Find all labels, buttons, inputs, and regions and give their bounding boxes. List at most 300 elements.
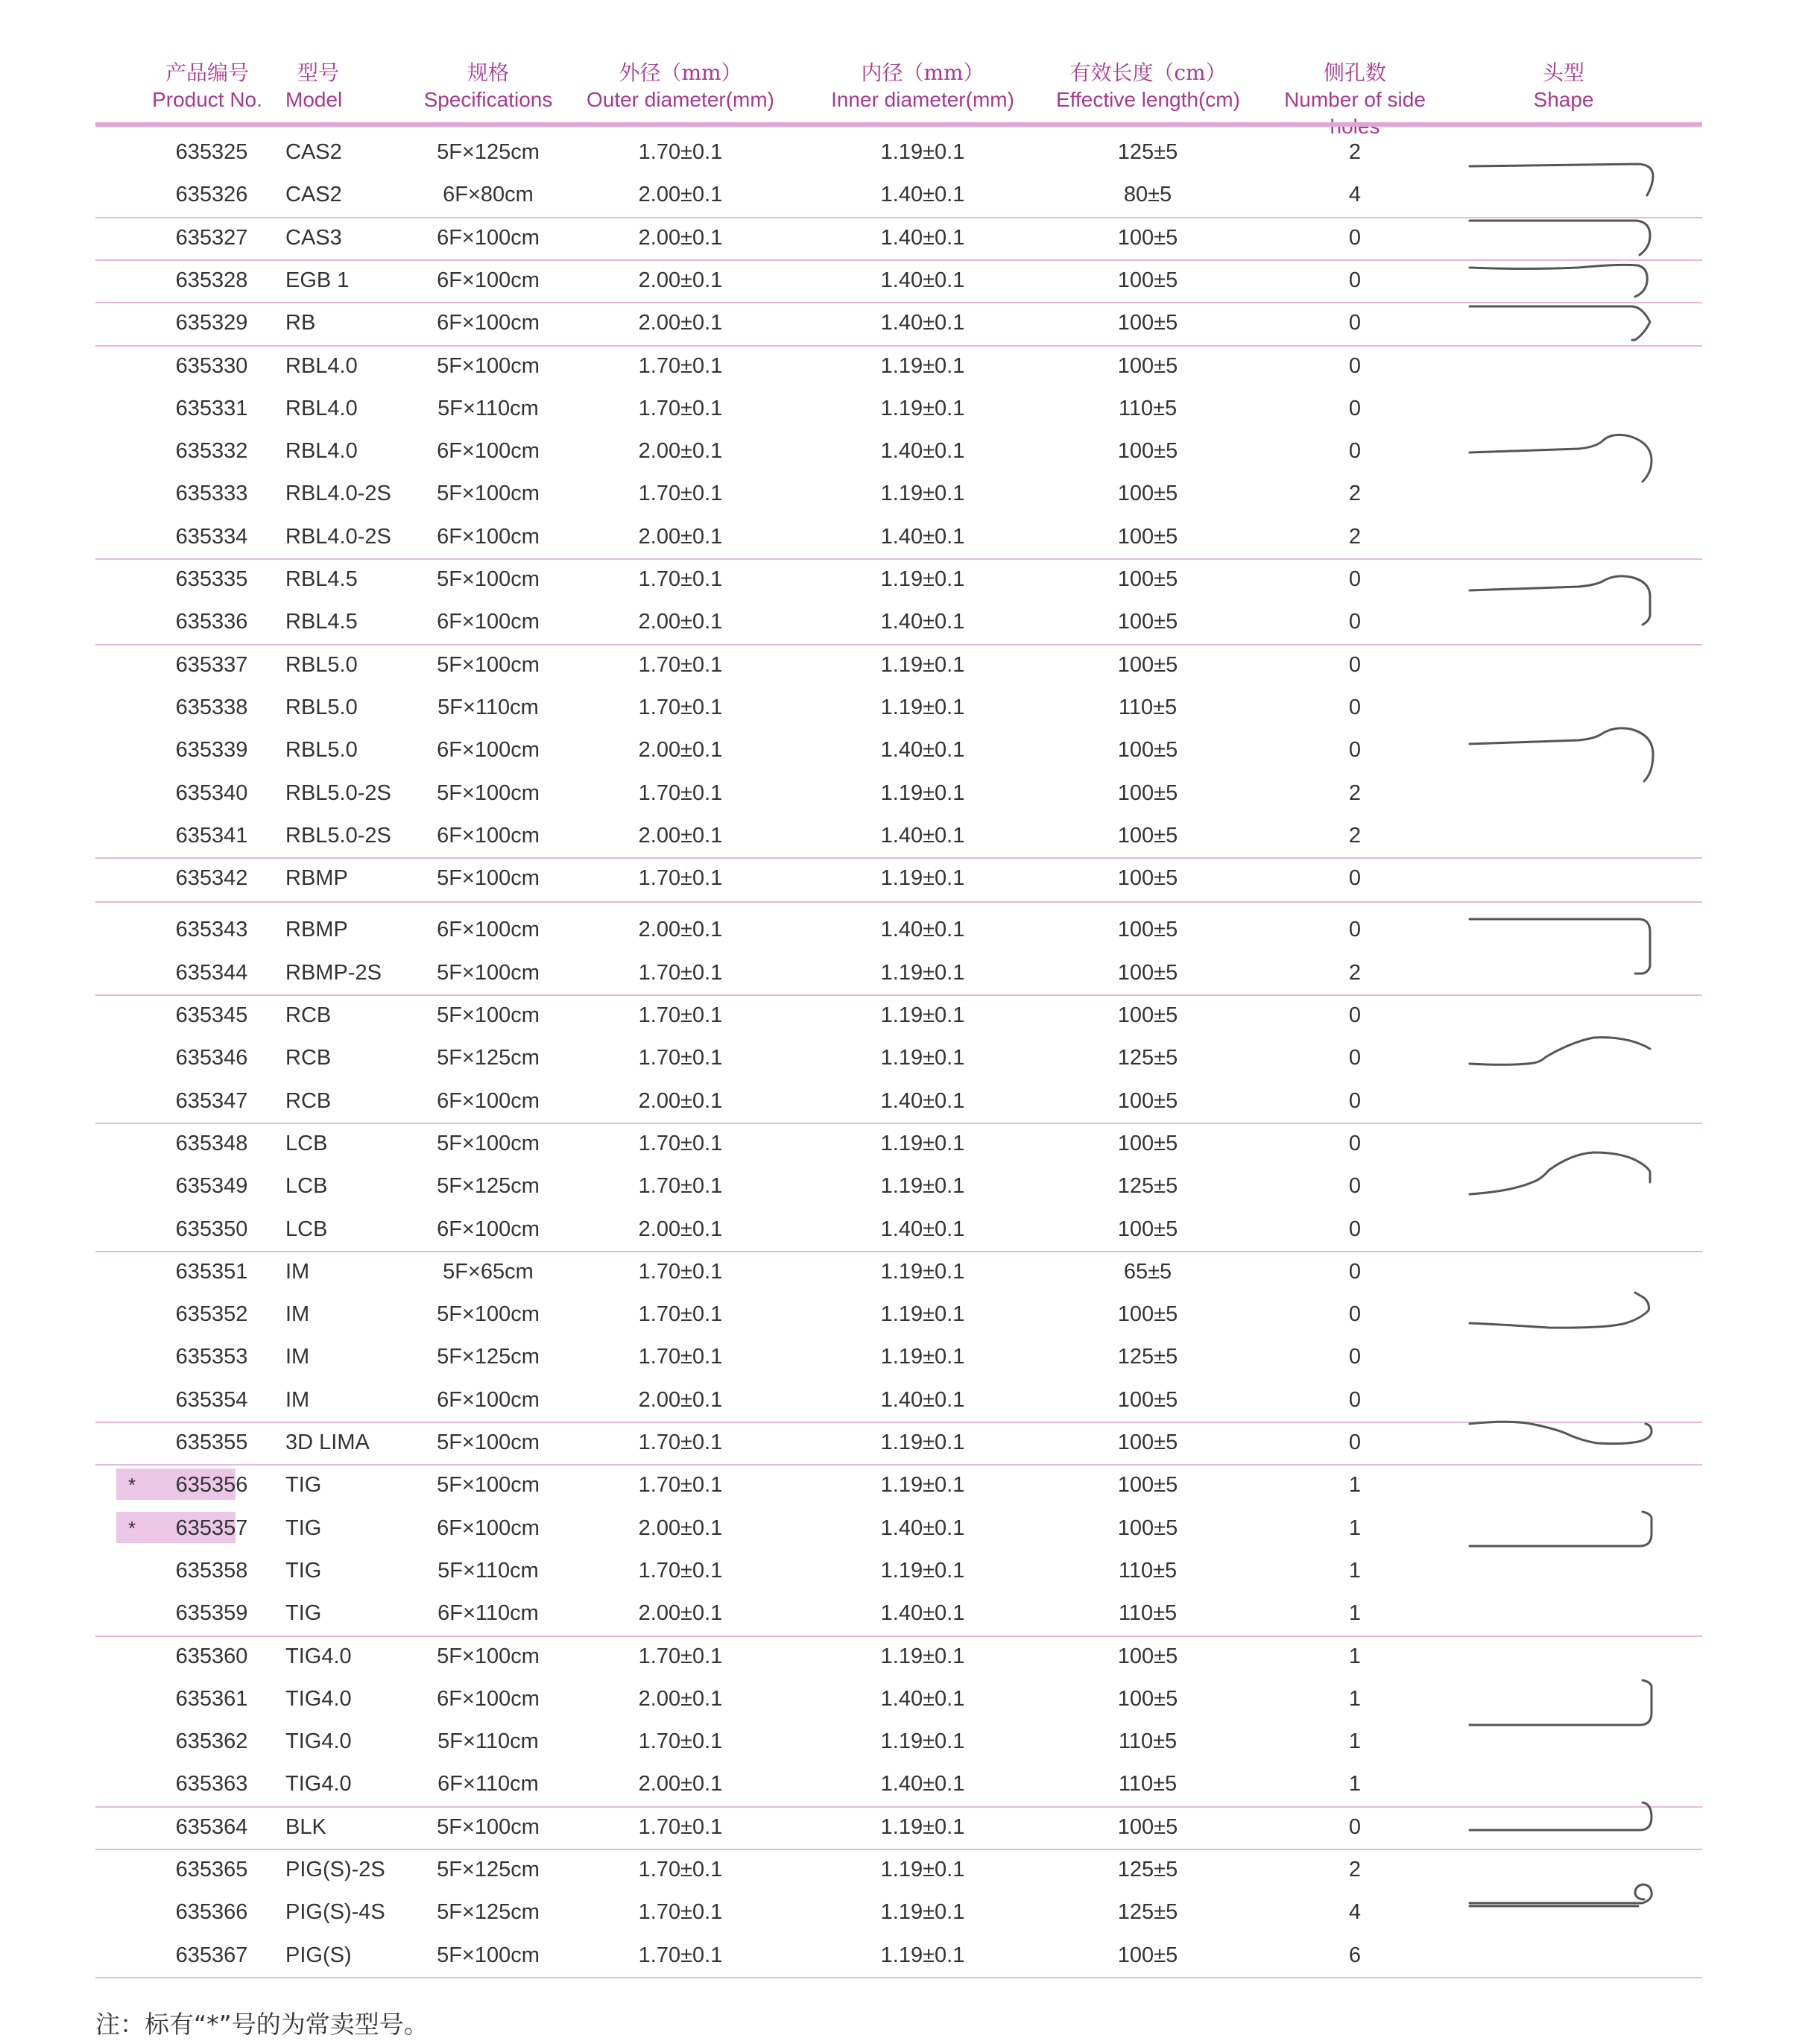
effective-length-cell: 100±5 (1117, 866, 1178, 891)
spec-cell: 6F×110cm (437, 1601, 539, 1626)
spec-cell: 6F×100cm (437, 1515, 540, 1540)
outer-diameter-cell: 2.00±0.1 (638, 268, 723, 292)
outer-diameter-cell: 1.70±0.1 (638, 1259, 723, 1284)
rcb-tip-icon (1470, 1038, 1650, 1065)
group-divider (95, 1977, 1702, 1978)
spec-cell: 6F×100cm (437, 225, 540, 250)
side-holes-cell: 0 (1348, 1814, 1362, 1839)
side-holes-cell: 2 (1348, 524, 1362, 549)
product-no-cell: 635329 (175, 311, 248, 335)
side-holes-cell: 0 (1348, 1259, 1362, 1284)
outer-diameter-cell: 1.70±0.1 (638, 866, 723, 891)
side-holes-cell: 2 (1348, 1858, 1362, 1881)
spec-cell: 5F×100cm (437, 353, 540, 378)
side-holes-cell: 1 (1348, 1601, 1362, 1626)
outer-diameter-cell: 2.00±0.1 (638, 1515, 723, 1540)
side-holes-cell: 0 (1348, 1387, 1362, 1412)
model-cell: RBMP (285, 918, 348, 942)
product-no-cell: 635357 (175, 1515, 248, 1540)
side-holes-cell: 4 (1348, 1900, 1362, 1925)
outer-diameter-cell: 2.00±0.1 (638, 1772, 723, 1797)
shape-column (1467, 0, 1702, 2044)
spec-cell: 5F×125cm (437, 140, 540, 164)
product-no-cell: 635353 (175, 1345, 248, 1369)
spec-cell: 6F×100cm (437, 1088, 540, 1113)
product-no-cell: 635330 (175, 353, 248, 378)
inner-diameter-cell: 1.19±0.1 (880, 1900, 965, 1925)
inner-diameter-cell: 1.19±0.1 (880, 652, 965, 677)
inner-diameter-cell: 1.40±0.1 (880, 183, 965, 207)
spec-cell: 6F×100cm (437, 524, 540, 549)
model-cell: TIG4.0 (285, 1686, 352, 1711)
model-cell: EGB 1 (285, 268, 350, 292)
model-cell: BLK (285, 1814, 326, 1839)
outer-diameter-cell: 2.00±0.1 (638, 610, 723, 634)
product-no-cell: 635361 (175, 1686, 248, 1711)
outer-diameter-cell: 1.70±0.1 (638, 1858, 723, 1881)
table-row (95, 1464, 1702, 1507)
header-cn: 规格 (467, 60, 509, 85)
outer-diameter-cell: 2.00±0.1 (638, 1686, 723, 1711)
effective-length-cell: 125±5 (1117, 1858, 1178, 1881)
product-no-cell: 635335 (175, 567, 248, 591)
model-cell: LCB (285, 1174, 328, 1199)
table-row (95, 1251, 1702, 1293)
tig40-tip-icon (1470, 1680, 1652, 1725)
effective-length-cell: 110±5 (1118, 695, 1178, 719)
header-en: Effective length(cm) (1056, 88, 1240, 111)
effective-length-cell: 100±5 (1117, 1943, 1178, 1967)
inner-diameter-cell: 1.40±0.1 (880, 268, 965, 292)
outer-diameter-cell: 1.70±0.1 (638, 695, 723, 719)
header-cn: 产品编号 (165, 60, 249, 85)
inner-diameter-cell: 1.40±0.1 (880, 610, 965, 634)
header-specifications (402, 60, 574, 119)
inner-diameter-cell: 1.40±0.1 (880, 1217, 965, 1241)
outer-diameter-cell: 1.70±0.1 (638, 1345, 723, 1369)
spec-cell: 6F×100cm (437, 439, 540, 464)
inner-diameter-cell: 1.40±0.1 (880, 1088, 965, 1113)
inner-diameter-cell: 1.19±0.1 (880, 1259, 965, 1284)
side-holes-cell: 0 (1348, 695, 1362, 719)
effective-length-cell: 125±5 (1117, 1345, 1178, 1369)
product-no-cell: 635362 (175, 1729, 248, 1754)
product-no-cell: 635358 (175, 1558, 248, 1583)
product-no-cell: 635350 (175, 1217, 248, 1241)
outer-diameter-cell: 1.70±0.1 (638, 482, 723, 506)
model-cell: RB (285, 311, 316, 335)
model-cell: PIG(S)-2S (285, 1858, 385, 1881)
model-cell: TIG4.0 (285, 1729, 352, 1754)
outer-diameter-cell: 2.00±0.1 (638, 1387, 723, 1412)
product-no-cell: 635341 (175, 823, 248, 848)
outer-diameter-cell: 2.00±0.1 (638, 1217, 723, 1241)
model-cell: TIG4.0 (285, 1644, 352, 1668)
side-holes-cell: 2 (1348, 140, 1362, 164)
inner-diameter-cell: 1.19±0.1 (880, 1943, 965, 1967)
side-holes-cell: 1 (1348, 1644, 1362, 1668)
outer-diameter-cell: 1.70±0.1 (638, 1644, 723, 1668)
product-no-cell: 635333 (175, 482, 248, 506)
product-no-cell: 635331 (175, 396, 248, 420)
inner-diameter-cell: 1.40±0.1 (880, 524, 965, 549)
side-holes-cell: 0 (1348, 610, 1362, 634)
spec-cell: 5F×100cm (437, 1473, 540, 1498)
effective-length-cell: 100±5 (1117, 268, 1178, 292)
spec-cell: 5F×110cm (437, 695, 539, 719)
model-cell: TIG (285, 1515, 322, 1540)
product-no-cell: 635354 (175, 1387, 248, 1412)
side-holes-cell: 0 (1348, 738, 1362, 763)
product-no-cell: 635346 (175, 1046, 248, 1070)
effective-length-cell: 100±5 (1117, 482, 1178, 506)
effective-length-cell: 100±5 (1117, 1003, 1178, 1027)
inner-diameter-cell: 1.40±0.1 (880, 1515, 965, 1540)
spec-cell: 6F×100cm (437, 823, 540, 848)
inner-diameter-cell: 1.19±0.1 (880, 353, 965, 378)
inner-diameter-cell: 1.19±0.1 (880, 1174, 965, 1199)
product-no-cell: 635325 (175, 140, 248, 164)
model-cell: RBL4.5 (285, 610, 358, 634)
side-holes-cell: 0 (1348, 1345, 1362, 1369)
outer-diameter-cell: 1.70±0.1 (638, 567, 723, 591)
model-cell: PIG(S) (285, 1943, 352, 1967)
product-table (95, 0, 1702, 2044)
effective-length-cell: 100±5 (1117, 567, 1178, 591)
model-cell: RBL4.0-2S (285, 482, 391, 506)
outer-diameter-cell: 1.70±0.1 (638, 1473, 723, 1498)
inner-diameter-cell: 1.19±0.1 (880, 140, 965, 164)
egb1-tip-icon (1470, 265, 1647, 297)
side-holes-cell: 0 (1348, 311, 1362, 335)
header-en: Specifications (423, 88, 553, 111)
cas3-tip-icon (1470, 221, 1650, 255)
effective-length-cell: 110±5 (1118, 396, 1178, 420)
table-row (95, 1806, 1702, 1849)
table-row (95, 473, 1702, 515)
table-row (95, 952, 1702, 994)
spec-cell: 5F×100cm (437, 482, 540, 506)
cas2-tip-icon (1470, 164, 1653, 195)
product-no-cell: 635351 (175, 1259, 248, 1284)
inner-diameter-cell: 1.40±0.1 (880, 738, 965, 763)
rbl50-tip-icon (1470, 728, 1653, 781)
side-holes-cell: 4 (1348, 183, 1362, 207)
table-row (95, 815, 1702, 857)
product-no-cell: 635347 (175, 1088, 248, 1113)
table-row (95, 516, 1702, 558)
header-product-no (140, 60, 274, 119)
model-cell: IM (285, 1345, 310, 1369)
outer-diameter-cell: 1.70±0.1 (638, 1900, 723, 1925)
table-row (95, 1763, 1702, 1805)
rb-tip-icon (1470, 306, 1650, 340)
product-no-cell: 635352 (175, 1302, 248, 1327)
model-cell: RBL5.0 (285, 738, 358, 763)
im-tip-icon (1470, 1293, 1649, 1328)
effective-length-cell: 100±5 (1117, 439, 1178, 464)
outer-diameter-cell: 2.00±0.1 (638, 1088, 723, 1113)
effective-length-cell: 80±5 (1123, 183, 1172, 207)
effective-length-cell: 110±5 (1118, 1772, 1178, 1797)
product-no-cell: 635364 (175, 1814, 248, 1839)
table-row (95, 1422, 1702, 1464)
header-en: Number of side (1284, 88, 1426, 111)
spec-cell: 5F×100cm (437, 652, 540, 677)
effective-length-cell: 100±5 (1117, 652, 1178, 677)
outer-diameter-cell: 2.00±0.1 (638, 1601, 723, 1626)
effective-length-cell: 100±5 (1117, 1302, 1178, 1327)
product-no-cell: 635367 (175, 1943, 248, 1967)
inner-diameter-cell: 1.40±0.1 (880, 1387, 965, 1412)
inner-diameter-cell: 1.19±0.1 (880, 1003, 965, 1027)
effective-length-cell: 100±5 (1117, 738, 1178, 763)
table-row (95, 644, 1702, 687)
inner-diameter-cell: 1.40±0.1 (880, 918, 965, 942)
inner-diameter-cell: 1.19±0.1 (880, 1046, 965, 1070)
table-row (95, 1379, 1702, 1422)
inner-diameter-cell: 1.40±0.1 (880, 439, 965, 464)
spec-cell: 5F×125cm (437, 1345, 540, 1369)
table-row (95, 1123, 1702, 1165)
effective-length-cell: 100±5 (1117, 610, 1178, 634)
product-no-cell: 635337 (175, 652, 248, 677)
effective-length-cell: 100±5 (1117, 1217, 1178, 1241)
effective-length-cell: 110±5 (1118, 1729, 1178, 1754)
rbl40-tip-icon (1470, 435, 1652, 482)
effective-length-cell: 110±5 (1118, 1601, 1178, 1626)
product-no-cell: 635363 (175, 1772, 248, 1797)
side-holes-cell: 1 (1348, 1473, 1362, 1498)
model-cell: IM (285, 1302, 310, 1327)
spec-cell: 6F×100cm (437, 1387, 540, 1412)
effective-length-cell: 100±5 (1117, 1686, 1178, 1711)
3d-lima-tip-icon (1470, 1422, 1652, 1443)
table-row (95, 174, 1702, 216)
table-row (95, 259, 1702, 302)
model-cell: LCB (285, 1217, 328, 1241)
rbl45-tip-icon (1470, 576, 1650, 625)
header-cn: 内径（mm） (861, 60, 984, 85)
model-cell: CAS2 (285, 140, 342, 164)
header-en: Inner diameter(mm) (831, 88, 1014, 111)
outer-diameter-cell: 1.70±0.1 (638, 1943, 723, 1967)
side-holes-cell: 2 (1348, 823, 1362, 848)
spec-cell: 5F×100cm (437, 1943, 540, 1967)
table-row (95, 1336, 1702, 1378)
tig-tip-icon (1470, 1512, 1652, 1546)
spec-cell: 5F×125cm (437, 1858, 540, 1881)
effective-length-cell: 100±5 (1117, 960, 1178, 985)
model-cell: RBL4.0 (285, 396, 358, 420)
spec-cell: 6F×80cm (443, 183, 534, 207)
inner-diameter-cell: 1.19±0.1 (880, 1729, 965, 1754)
spec-cell: 5F×125cm (437, 1900, 540, 1925)
table-row (95, 994, 1702, 1037)
spec-cell: 5F×125cm (437, 1174, 540, 1199)
inner-diameter-cell: 1.19±0.1 (880, 1858, 965, 1881)
spec-cell: 6F×100cm (437, 918, 540, 942)
side-holes-cell: 2 (1348, 482, 1362, 506)
product-no-cell: 635355 (175, 1431, 248, 1454)
spec-cell: 5F×100cm (437, 1003, 540, 1027)
popular-star: * (128, 1474, 136, 1497)
effective-length-cell: 100±5 (1117, 311, 1178, 335)
model-cell: IM (285, 1259, 310, 1284)
effective-length-cell: 100±5 (1117, 1387, 1178, 1412)
spec-cell: 6F×100cm (437, 1686, 540, 1711)
inner-diameter-cell: 1.40±0.1 (880, 311, 965, 335)
side-holes-cell: 0 (1348, 439, 1362, 464)
product-no-cell: 635349 (175, 1174, 248, 1199)
outer-diameter-cell: 1.70±0.1 (638, 1174, 723, 1199)
table-row (95, 857, 1702, 900)
effective-length-cell: 125±5 (1117, 1046, 1178, 1070)
outer-diameter-cell: 2.00±0.1 (638, 823, 723, 848)
inner-diameter-cell: 1.19±0.1 (880, 1814, 965, 1839)
model-cell: RBL5.0-2S (285, 780, 391, 805)
header-en: Product No. (152, 88, 262, 111)
table-row (95, 558, 1702, 601)
effective-length-cell: 100±5 (1117, 1131, 1178, 1155)
header-cn: 有效长度（cm） (1069, 60, 1227, 85)
model-cell: TIG (285, 1601, 322, 1626)
side-holes-cell: 0 (1348, 1431, 1362, 1454)
side-holes-cell: 0 (1348, 268, 1362, 292)
outer-diameter-cell: 1.70±0.1 (638, 1431, 723, 1454)
inner-diameter-cell: 1.19±0.1 (880, 1345, 965, 1369)
header-en: Shape (1533, 88, 1594, 111)
spec-cell: 6F×100cm (437, 311, 540, 335)
spec-cell: 5F×100cm (437, 567, 540, 591)
spec-cell: 5F×65cm (443, 1259, 534, 1284)
product-no-cell: 635332 (175, 439, 248, 464)
table-row (95, 1507, 1702, 1550)
side-holes-cell: 0 (1348, 1302, 1362, 1327)
effective-length-cell: 100±5 (1117, 1431, 1178, 1454)
side-holes-cell: 0 (1348, 866, 1362, 891)
product-no-cell: 635326 (175, 183, 248, 207)
side-holes-cell: 1 (1348, 1729, 1362, 1754)
inner-diameter-cell: 1.40±0.1 (880, 1772, 965, 1797)
spec-cell: 6F×100cm (437, 268, 540, 292)
spec-cell: 5F×110cm (437, 1558, 539, 1583)
side-holes-cell: 1 (1348, 1515, 1362, 1540)
table-row (95, 1293, 1702, 1336)
group-divider (95, 901, 1702, 903)
inner-diameter-cell: 1.19±0.1 (880, 1644, 965, 1668)
side-holes-cell: 0 (1348, 1003, 1362, 1027)
spec-cell: 5F×110cm (437, 1729, 539, 1754)
side-holes-cell: 0 (1348, 225, 1362, 250)
model-cell: RBL5.0-2S (285, 823, 391, 848)
outer-diameter-cell: 2.00±0.1 (638, 183, 723, 207)
product-no-cell: 635327 (175, 225, 248, 250)
model-cell: LCB (285, 1131, 328, 1155)
spec-cell: 5F×100cm (437, 1302, 540, 1327)
outer-diameter-cell: 1.70±0.1 (638, 652, 723, 677)
side-holes-cell: 0 (1348, 1046, 1362, 1070)
outer-diameter-cell: 2.00±0.1 (638, 225, 723, 250)
inner-diameter-cell: 1.19±0.1 (880, 482, 965, 506)
spec-cell: 5F×100cm (437, 1814, 540, 1839)
product-no-cell: 635340 (175, 780, 248, 805)
side-holes-cell: 0 (1348, 1217, 1362, 1241)
outer-diameter-cell: 1.70±0.1 (638, 140, 723, 164)
model-cell: PIG(S)-4S (285, 1900, 385, 1925)
effective-length-cell: 100±5 (1117, 1814, 1178, 1839)
product-no-cell: 635336 (175, 610, 248, 634)
header-effective-length (1042, 60, 1254, 119)
table-row (95, 1550, 1702, 1592)
outer-diameter-cell: 1.70±0.1 (638, 1814, 723, 1839)
product-no-cell: 635359 (175, 1601, 248, 1626)
effective-length-cell: 100±5 (1117, 1515, 1178, 1540)
effective-length-cell: 100±5 (1117, 353, 1178, 378)
product-no-cell: 635334 (175, 524, 248, 549)
model-cell: RBMP (285, 866, 348, 891)
inner-diameter-cell: 1.19±0.1 (880, 960, 965, 985)
effective-length-cell: 100±5 (1117, 1473, 1178, 1498)
model-cell: CAS2 (285, 183, 342, 207)
effective-length-cell: 125±5 (1117, 140, 1178, 164)
model-cell: RBL5.0 (285, 652, 358, 677)
outer-diameter-cell: 2.00±0.1 (638, 311, 723, 335)
table-row (95, 1891, 1702, 1934)
header-cn: 头型 (1542, 60, 1584, 85)
product-no-cell: 635366 (175, 1900, 248, 1925)
inner-diameter-cell: 1.40±0.1 (880, 823, 965, 848)
inner-diameter-cell: 1.19±0.1 (880, 396, 965, 420)
side-holes-cell: 0 (1348, 353, 1362, 378)
spec-cell: 5F×110cm (437, 396, 539, 420)
product-no-cell: 635344 (175, 960, 248, 985)
product-no-cell: 635348 (175, 1131, 248, 1155)
effective-length-cell: 100±5 (1117, 823, 1178, 848)
effective-length-cell: 100±5 (1117, 780, 1178, 805)
model-cell: RCB (285, 1046, 332, 1070)
table-row (95, 1849, 1702, 1891)
outer-diameter-cell: 2.00±0.1 (638, 439, 723, 464)
inner-diameter-cell: 1.19±0.1 (880, 780, 965, 805)
product-no-cell: 635360 (175, 1644, 248, 1668)
side-holes-cell: 2 (1348, 780, 1362, 805)
table-row (95, 1080, 1702, 1123)
blk-tip-icon (1470, 1802, 1652, 1830)
inner-diameter-cell: 1.19±0.1 (880, 1131, 965, 1155)
table-row (95, 302, 1702, 344)
spec-cell: 6F×110cm (437, 1772, 539, 1797)
model-cell: IM (285, 1387, 310, 1412)
spec-cell: 5F×100cm (437, 780, 540, 805)
table-row (95, 388, 1702, 430)
table-row (95, 1037, 1702, 1079)
inner-diameter-cell: 1.19±0.1 (880, 1558, 965, 1583)
table-row (95, 217, 1702, 259)
side-holes-cell: 0 (1348, 396, 1362, 420)
model-cell: RBL5.0 (285, 695, 358, 719)
spec-cell: 5F×100cm (437, 1644, 540, 1668)
outer-diameter-cell: 1.70±0.1 (638, 1131, 723, 1155)
outer-diameter-cell: 2.00±0.1 (638, 524, 723, 549)
outer-diameter-cell: 1.70±0.1 (638, 780, 723, 805)
table-row (95, 1592, 1702, 1635)
inner-diameter-cell: 1.19±0.1 (880, 866, 965, 891)
spec-cell: 6F×100cm (437, 1217, 540, 1241)
table-row (95, 601, 1702, 643)
outer-diameter-cell: 2.00±0.1 (638, 738, 723, 763)
side-holes-cell: 0 (1348, 567, 1362, 591)
